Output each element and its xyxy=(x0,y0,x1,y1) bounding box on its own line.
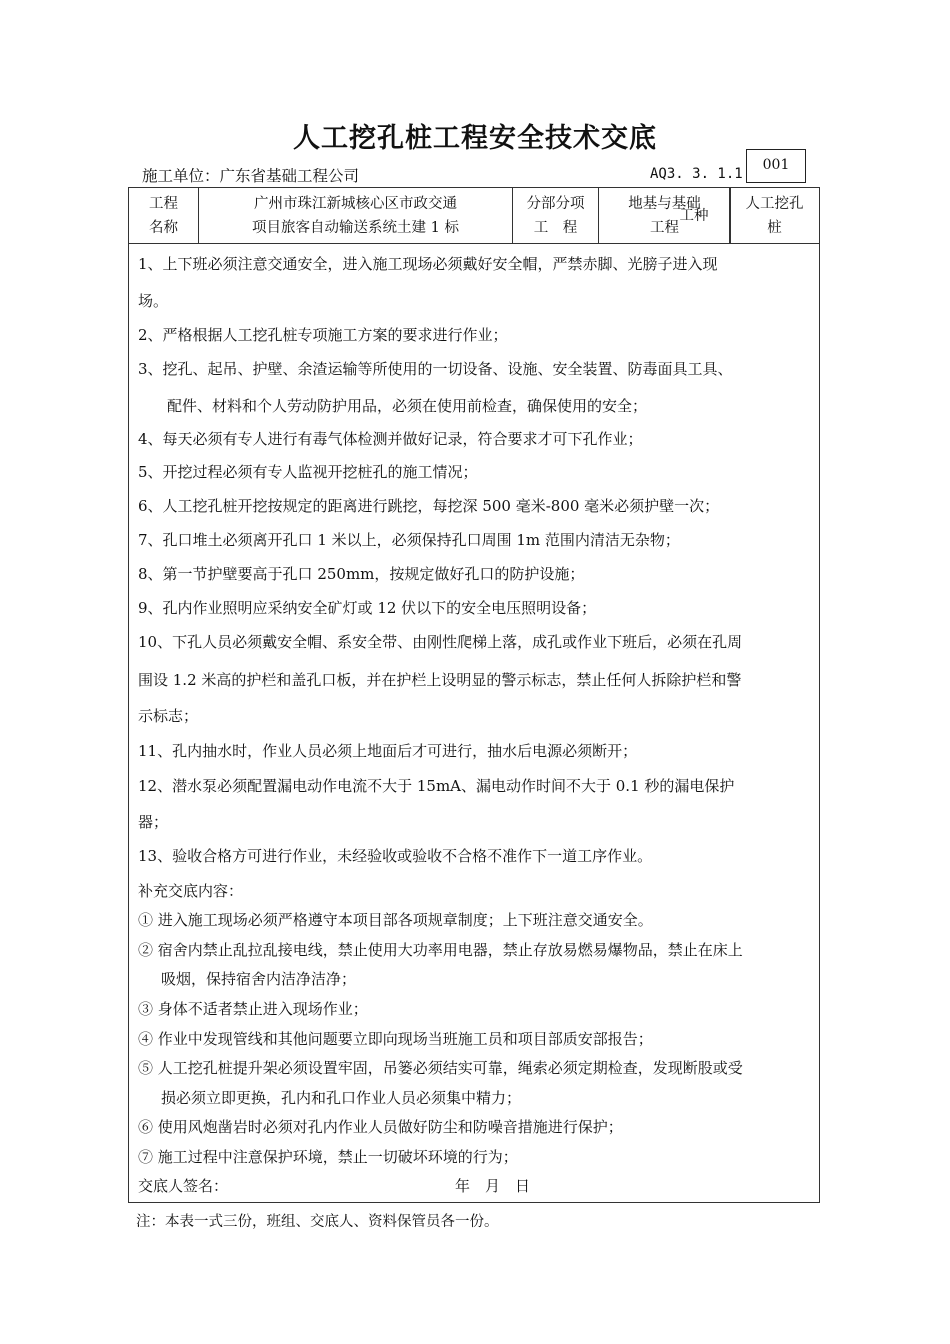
list-item: 场。 xyxy=(138,292,169,310)
sub-value-line-2: 工程 xyxy=(650,219,679,236)
construction-unit: 施工单位：广东省基础工程公司 xyxy=(142,167,360,185)
page-title: 人工挖孔桩工程安全技术交底 xyxy=(293,123,657,154)
list-item: 11、孔内抽水时，作业人员必须上地面后才可进行，抽水后电源必须断开； xyxy=(138,742,638,760)
project-label-line-1: 工程 xyxy=(149,195,178,212)
supplement-heading: 补充交底内容： xyxy=(138,882,244,900)
sub-label-line-1: 分部分项 xyxy=(526,195,585,212)
signature-label: 交底人签名： xyxy=(138,1177,229,1195)
list-item: 器； xyxy=(138,813,169,831)
list-item: 6、人工挖孔桩开挖按规定的距离进行跳挖，每挖深 500 毫米-800 毫米必须护壁一次； xyxy=(138,497,720,515)
list-item: ① 进入施工现场必须严格遵守本项目部各项规章制度；上下班注意交通安全。 xyxy=(138,911,653,929)
signature-date: 年 月 日 xyxy=(455,1177,531,1195)
list-item: 10、下孔人员必须戴安全帽、系安全带、由刚性爬梯上落，成孔或作业下班后，必须在孔周 xyxy=(138,633,743,651)
trade-label xyxy=(659,188,730,243)
footnote: 注：本表一式三份，班组、交底人、资料保管员各一份。 xyxy=(136,1214,499,1230)
table-header-row xyxy=(129,188,819,244)
list-item: 4、每天必须有专人进行有毒气体检测并做好记录，符合要求才可下孔作业； xyxy=(138,430,643,448)
sub-value-line-1: 地基与基础 xyxy=(628,195,701,212)
list-item: ④ 作业中发现管线和其他问题要立即向现场当班施工员和项目部质安部报告； xyxy=(138,1030,653,1048)
disclosure-table xyxy=(128,187,820,1203)
list-item: 13、验收合格方可进行作业，未经验收或验收不合格不准作下一道工序作业。 xyxy=(138,847,653,865)
list-item: 8、第一节护壁要高于孔口 250mm，按规定做好孔口的防护设施； xyxy=(138,565,585,583)
list-item: ③ 身体不适者禁止进入现场作业； xyxy=(138,1000,368,1018)
list-item: 吸烟，保持宿舍内洁净洁净； xyxy=(161,970,357,988)
list-item: ⑤ 人工挖孔桩提升架必须设置牢固，吊篓必须结实可靠，绳索必须定期检查，发现断股或受 xyxy=(138,1059,743,1077)
list-item: 2、严格根据人工挖孔桩专项施工方案的要求进行作业； xyxy=(138,326,508,344)
sub-label-line-2: 工 程 xyxy=(533,219,578,236)
trade-value-line-2: 桩 xyxy=(767,219,782,236)
list-item: 示标志； xyxy=(138,707,199,725)
list-item: 12、潜水泵必须配置漏电动作电流不大于 15mA、漏电动作时间不大于 0.1 秒的漏电保护 xyxy=(138,777,735,795)
list-item: 1、上下班必须注意交通安全，进入施工现场必须戴好安全帽，严禁赤脚、光膀子进入现 xyxy=(138,255,718,273)
list-item: 配件、材料和个人劳动防护用品，必须在使用前检查，确保使用的安全； xyxy=(167,397,648,415)
trade-value xyxy=(730,188,819,243)
list-item: 7、孔口堆土必须离开孔口 1 米以上，必须保持孔口周围 1m 范围内清洁无杂物； xyxy=(138,531,680,549)
list-item: 损必须立即更换，孔内和孔口作业人员必须集中精力； xyxy=(161,1089,522,1107)
list-item: 5、开挖过程必须有专人监视开挖桩孔的施工情况； xyxy=(138,463,478,481)
project-name-line-2: 项目旅客自动输送系统土建 1 标 xyxy=(252,219,459,236)
project-label-line-2: 名称 xyxy=(149,219,178,236)
form-code: AQ3. 3. 1.1 xyxy=(650,166,743,182)
trade-label-text: 工种 xyxy=(679,207,709,224)
list-item: 3、挖孔、起吊、护壁、余渣运输等所使用的一切设备、设施、安全装置、防毒面具工具、 xyxy=(138,360,733,378)
trade-value-line-1: 人工挖孔 xyxy=(745,195,804,212)
list-item: 9、孔内作业照明应采纳安全矿灯或 12 伏以下的安全电压照明设备； xyxy=(138,599,597,617)
sub-project-label xyxy=(513,188,599,243)
project-name-label xyxy=(129,188,199,243)
list-item: ⑦ 施工过程中注意保护环境，禁止一切破坏环境的行为； xyxy=(138,1148,518,1166)
document-number: 001 xyxy=(746,149,806,183)
list-item: ⑥ 使用风炮凿岩时必须对孔内作业人员做好防尘和防噪音措施进行保护； xyxy=(138,1118,623,1136)
list-item: ② 宿舍内禁止乱拉乱接电线，禁止使用大功率用电器，禁止存放易燃易爆物品，禁止在床上 xyxy=(138,941,743,959)
project-name-value xyxy=(199,188,513,243)
project-name-line-1: 广州市珠江新城核心区市政交通 xyxy=(253,195,457,212)
list-item: 围设 1.2 米高的护栏和盖孔口板，并在护栏上设明显的警示标志，禁止任何人拆除护栏和警 xyxy=(138,671,742,689)
